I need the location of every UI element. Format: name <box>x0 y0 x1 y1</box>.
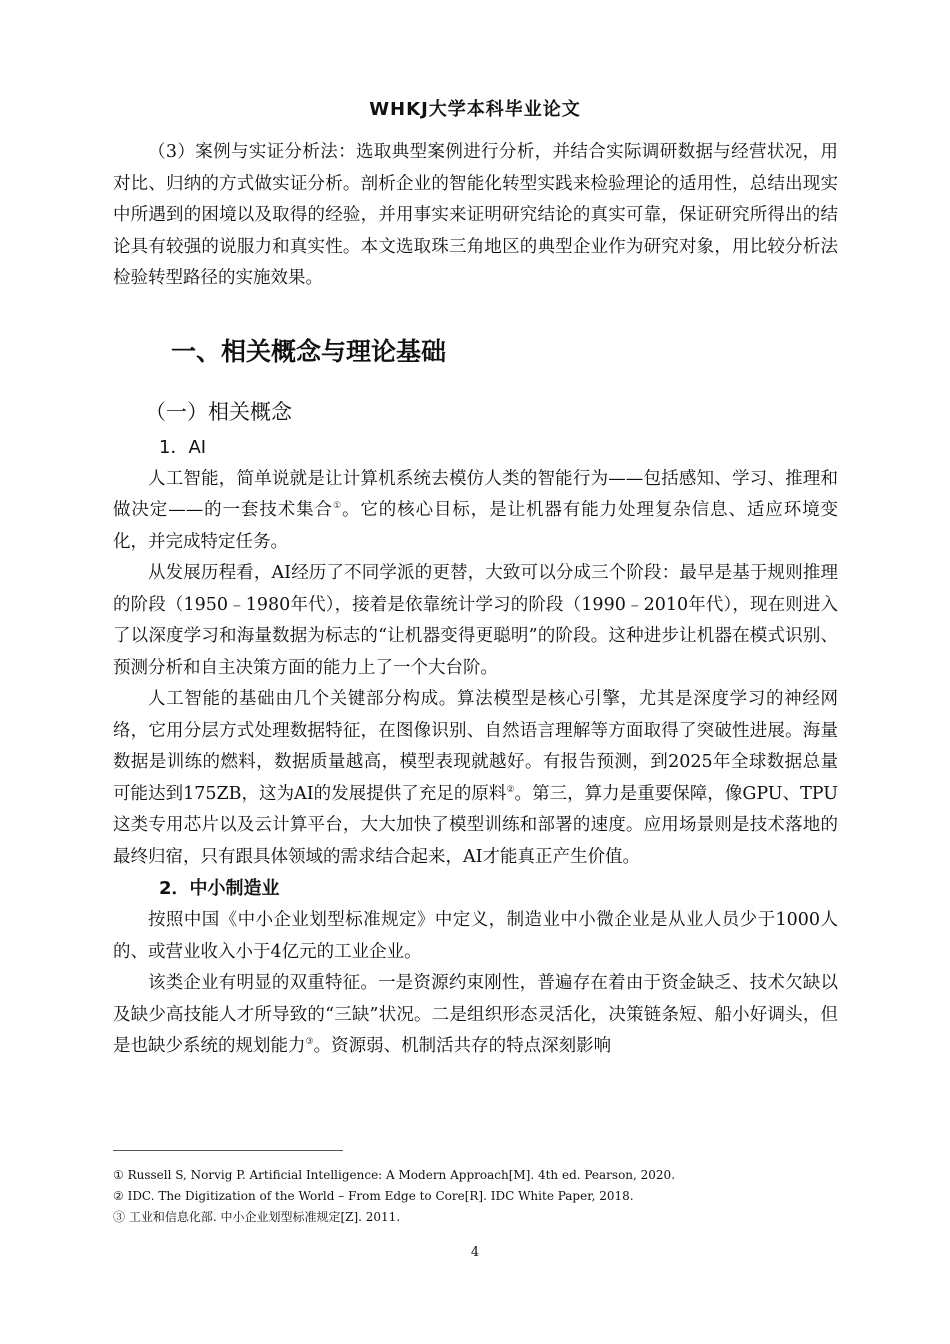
section-title: （一）相关概念 <box>145 399 292 424</box>
page-header-title: WHKJ大学本科毕业论文 <box>369 99 581 120</box>
ai-p1-text-end: 。它的核心目标，是让机器有能力处理复杂信息、适应环境变化，并完成特定任务。 <box>113 500 839 552</box>
ai-p3-text-end: 。第三，算力是重要保障，像GPU、TPU这类专用芯片以及云计算平台，大大加快了模型训练和部署的速度。应用场景则是技术落地的最终归宿，只有跟具体领域的需求结合起来，AI才能真正产生价值。 <box>113 783 838 867</box>
sme-p2-text: 该类企业有明显的双重特征。一是资源约束刚性，普遍存在着由于资金缺乏、技术欠缺以及缺少高技能人才所导致的“三缺”状况。二是组织形态灵活化，决策链条短、船小好调头，但是也缺少系统的规划能力 <box>113 973 838 1056</box>
ai-p1-text: 人工智能，简单说就是让计算机系统去模仿人类的智能行为——包括感知、学习、推理和做决定——的一套技术集合 <box>113 468 838 520</box>
ai-paragraph-1 <box>113 464 838 559</box>
footnote-2: ② IDC. The Digitization of the World – From Edge to Core[R]. IDC White Paper, 2018. <box>113 1189 634 1203</box>
sme-p2-text-end: 。资源弱、机制活共存的特点深刻影响 <box>313 1036 612 1056</box>
footnote-marker-1[interactable]: ① <box>332 501 342 512</box>
footnotes <box>113 1150 838 1228</box>
sme-paragraph-2 <box>113 968 838 1063</box>
page-body <box>113 137 838 1063</box>
ai-p3-text: 人工智能的基础由几个关键部分构成。算法模型是核心引擎，尤其是深度学习的神经网络，它用分层方式处理数据特征，在图像识别、自然语言理解等方面取得了突破性进展。海量数据是训练的燃料，数据质量越高，模型表现就越好。有报告预测，到2025年全球数据总量可能达到175ZB，这为AI的发展提供了充足的原料 <box>113 689 838 804</box>
subsection-title-sme: 2．中小制造业 <box>159 878 280 899</box>
footnote-1: ① Russell S, Norvig P. Artificial Intelligence: A Modern Approach[M]. 4th ed. Pearson, 2020. <box>113 1168 676 1182</box>
footnote-marker-3[interactable]: ③ <box>305 1037 314 1048</box>
ai-paragraph-2: 从发展历程看，AI经历了不同学派的更替，大致可以分成三个阶段：最早是基于规则推理的阶段（1950﹣1980年代），接着是依靠统计学习的阶段（1990﹣2010年代），现在则进入了以深度学习和海量数据为标志的“让机器变得更聪明”的阶段。这种进步让机器在模式识别、预测分析和自主决策方面的能力上了一个大台阶。 <box>113 563 838 678</box>
footnote-3: ③ 工业和信息化部. 中小企业划型标准规定[Z]. 2011. <box>113 1210 401 1224</box>
method3-paragraph: （3）案例与实证分析法：选取典型案例进行分析，并结合实际调研数据与经营状况，用对比、归纳的方式做实证分析。剖析企业的智能化转型实践来检验理论的适用性，总结出现实中所遇到的困境以及取得的经验，并用事实来证明研究结论的真实可靠，保证研究所得出的结论具有较强的说服力和真实性。本文选取珠三角地区的典型企业作为研究对象，用比较分析法检验转型路径的实施效果。 <box>113 142 838 288</box>
footnote-divider <box>113 1150 343 1151</box>
sme-paragraph-1: 按照中国《中小企业划型标准规定》中定义，制造业中小微企业是从业人员少于1000人的、或营业收入小于4亿元的工业企业。 <box>113 910 838 962</box>
subsection-title-ai: 1．AI <box>159 436 207 458</box>
ai-paragraph-3 <box>113 684 838 873</box>
page-number: 4 <box>470 1245 480 1260</box>
chapter-title: 一、相关概念与理论基础 <box>171 336 447 366</box>
footnote-marker-2[interactable]: ② <box>506 784 515 795</box>
